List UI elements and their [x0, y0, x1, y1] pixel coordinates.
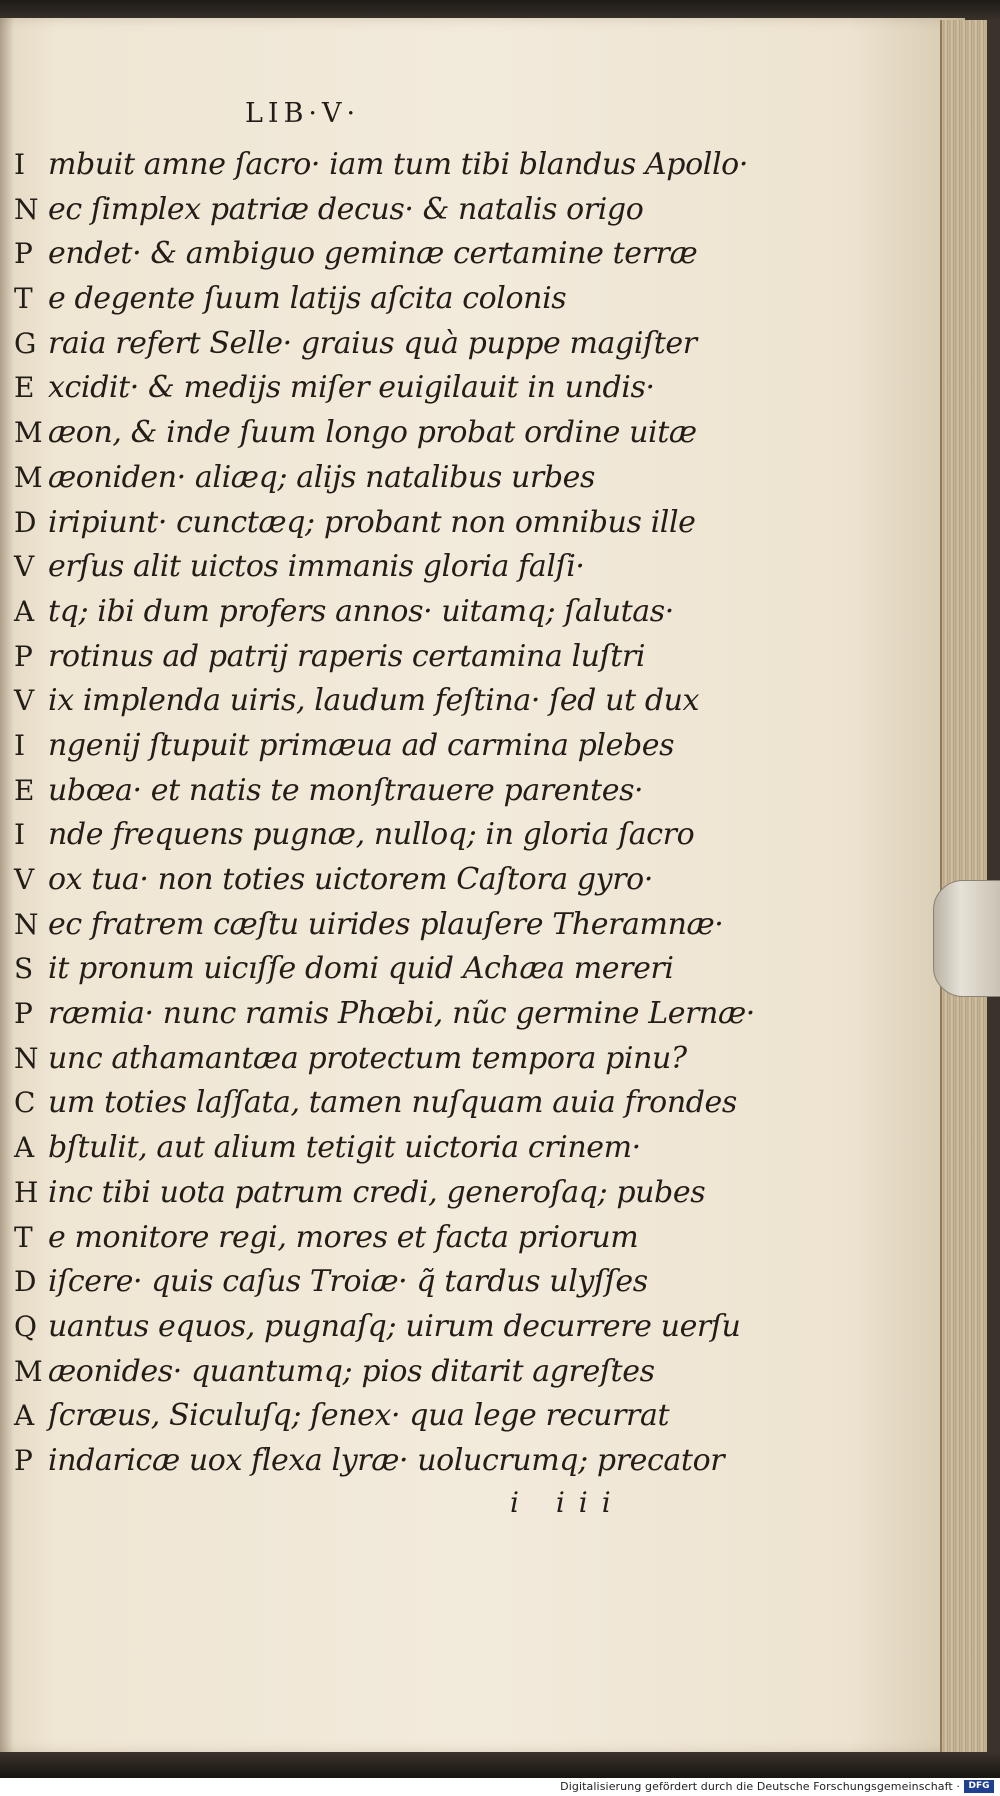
- verse-line: [14, 947, 774, 992]
- verse-block: [14, 143, 774, 1484]
- verse-initial: P: [14, 997, 33, 1031]
- verse-line: [14, 903, 774, 948]
- verse-text: e monitore regi, mores et facta priorum: [48, 1219, 639, 1255]
- verse-line: [14, 232, 774, 277]
- verse-text: ox tua· non toties uictorem Caſtora gyro·: [48, 862, 653, 897]
- verse-initial: V: [14, 550, 34, 584]
- verse-initial: T: [14, 282, 33, 316]
- verse-initial: A: [14, 1131, 34, 1165]
- verse-initial: P: [14, 1443, 33, 1477]
- verse-text: iripiunt· cunctæq; probant non omnibus ille: [48, 504, 696, 540]
- gutter-shadow: [0, 18, 14, 1753]
- verse-line: [14, 1081, 774, 1126]
- verse-line: [14, 679, 774, 724]
- verse-initial: P: [14, 237, 33, 271]
- verse-text: ix implenda uiris, laudum feſtina· ſed ut dux: [48, 683, 700, 719]
- verse-initial: P: [14, 639, 33, 673]
- verse-line: [14, 813, 774, 858]
- verse-initial: E: [14, 371, 35, 405]
- verse-initial: E: [14, 773, 35, 807]
- verse-initial: H: [14, 1175, 39, 1209]
- verse-line: [14, 1394, 774, 1439]
- verse-initial: N: [14, 192, 39, 226]
- verse-line: [14, 992, 774, 1037]
- verse-text: endet· & ambiguo geminæ certamine terræ: [48, 236, 698, 272]
- verse-initial: D: [14, 505, 37, 539]
- verse-text: bſtulit, aut alium tetigit uictoria crinem·: [48, 1130, 641, 1166]
- verse-line: [14, 1216, 774, 1261]
- verse-initial: C: [14, 1086, 36, 1120]
- verse-initial: D: [14, 1265, 37, 1299]
- verse-text: um toties laſſata, tamen nuſquam auia frondes: [48, 1085, 737, 1121]
- verse-text: unc athamantæa protectum tempora pinu?: [48, 1040, 687, 1076]
- verse-initial: M: [14, 460, 43, 494]
- verse-text: rotinus ad patrij raperis certamina luſtri: [48, 638, 646, 674]
- verse-text: indaricæ uox flexa lyræ· uolucrumq; precator: [48, 1442, 725, 1478]
- verse-initial: G: [14, 326, 36, 360]
- verse-line: [14, 1350, 774, 1395]
- verse-text: ec fratrem cæſtu uirides plauſere Theramnæ·: [48, 906, 724, 942]
- verse-text: ngenij ſtupuit primæua ad carmina plebes: [48, 727, 675, 763]
- verse-text: nde frequens pugnæ, nulloq; in gloria ſacro: [48, 817, 695, 853]
- verse-text: æoniden· aliæq; alijs natalibus urbes: [48, 459, 595, 495]
- verse-line: [14, 545, 774, 590]
- verse-text: æon, & inde ſuum longo probat ordine uitæ: [48, 415, 697, 451]
- verse-line: [14, 858, 774, 903]
- verse-initial: N: [14, 1041, 39, 1075]
- verse-initial: V: [14, 684, 34, 718]
- verse-line: [14, 366, 774, 411]
- verse-text: it pronum uicıſſe domi quid Achæa mereri: [48, 951, 674, 987]
- signature-mark: i iii: [510, 1486, 625, 1519]
- verse-initial: M: [14, 416, 43, 450]
- verse-line: [14, 1305, 774, 1350]
- verse-text: mbuit amne ſacro· iam tum tibi blandus Apollo·: [48, 147, 748, 182]
- verse-text: raia refert Selle· graius quà puppe magiſter: [48, 325, 697, 361]
- verse-text: e degente ſuum latijs aſcita colonis: [48, 281, 567, 317]
- verse-line: [14, 411, 774, 456]
- verse-line: [14, 1439, 774, 1484]
- verse-initial: A: [14, 594, 34, 628]
- verse-text: tq; ibi dum profers annos· uitamq; ſalutas·: [48, 593, 674, 629]
- verse-text: ræmia· nunc ramis Phœbi, nũc germine Lernæ·: [48, 996, 755, 1032]
- book-bottom-edge: [0, 1752, 1000, 1780]
- dfg-logo: DFG: [964, 1780, 994, 1793]
- verse-initial: I: [14, 818, 25, 852]
- running-head: LIB·V·: [245, 98, 361, 129]
- funding-caption-text: Digitalisierung gefördert durch die Deutsche Forschungsgemeinschaft ·: [560, 1780, 960, 1793]
- verse-text: ubœa· et natis te monſtrauere parentes·: [48, 772, 644, 808]
- verse-line: [14, 1126, 774, 1171]
- page-clip: [933, 880, 1000, 997]
- verse-line: [14, 456, 774, 501]
- verse-initial: V: [14, 863, 34, 896]
- verse-line: [14, 635, 774, 680]
- verse-text: uantus equos, pugnaſq; uirum decurrere uerſu: [48, 1308, 741, 1344]
- verse-line: [14, 769, 774, 814]
- verse-line: [14, 1037, 774, 1082]
- verse-line: [14, 277, 774, 322]
- verse-line: [14, 188, 774, 233]
- verse-line: [14, 590, 774, 635]
- verse-text: iſcere· quis caſus Troiæ· q̃ tardus ulyſſes: [48, 1264, 648, 1300]
- verse-initial: I: [14, 148, 25, 181]
- verse-text: æonides· quantumq; pios ditarit agreſtes: [48, 1353, 655, 1389]
- verse-line: [14, 322, 774, 367]
- verse-line: [14, 724, 774, 769]
- verse-initial: A: [14, 1399, 34, 1433]
- verse-initial: M: [14, 1354, 43, 1388]
- verse-initial: I: [14, 728, 25, 762]
- verse-text: xcidit· & medijs miſer euigilauit in undis·: [48, 370, 655, 406]
- verse-line: [14, 1171, 774, 1216]
- verse-line: [14, 501, 774, 546]
- verse-text: inc tibi uota patrum credi, generoſaq; pubes: [48, 1174, 706, 1210]
- verse-initial: N: [14, 907, 39, 941]
- verse-text: erſus alit uictos immanis gloria falſi·: [48, 549, 585, 585]
- verse-line: [14, 1260, 774, 1305]
- verse-initial: T: [14, 1220, 33, 1254]
- verse-line: [14, 143, 774, 188]
- digitization-caption: [0, 1778, 1000, 1796]
- verse-text: ſcræus, Siculuſq; ſenex· qua lege recurrat: [48, 1398, 670, 1434]
- verse-text: ec ſimplex patriæ decus· & natalis origo: [48, 191, 644, 227]
- verse-initial: S: [14, 952, 33, 986]
- verse-initial: Q: [14, 1309, 37, 1343]
